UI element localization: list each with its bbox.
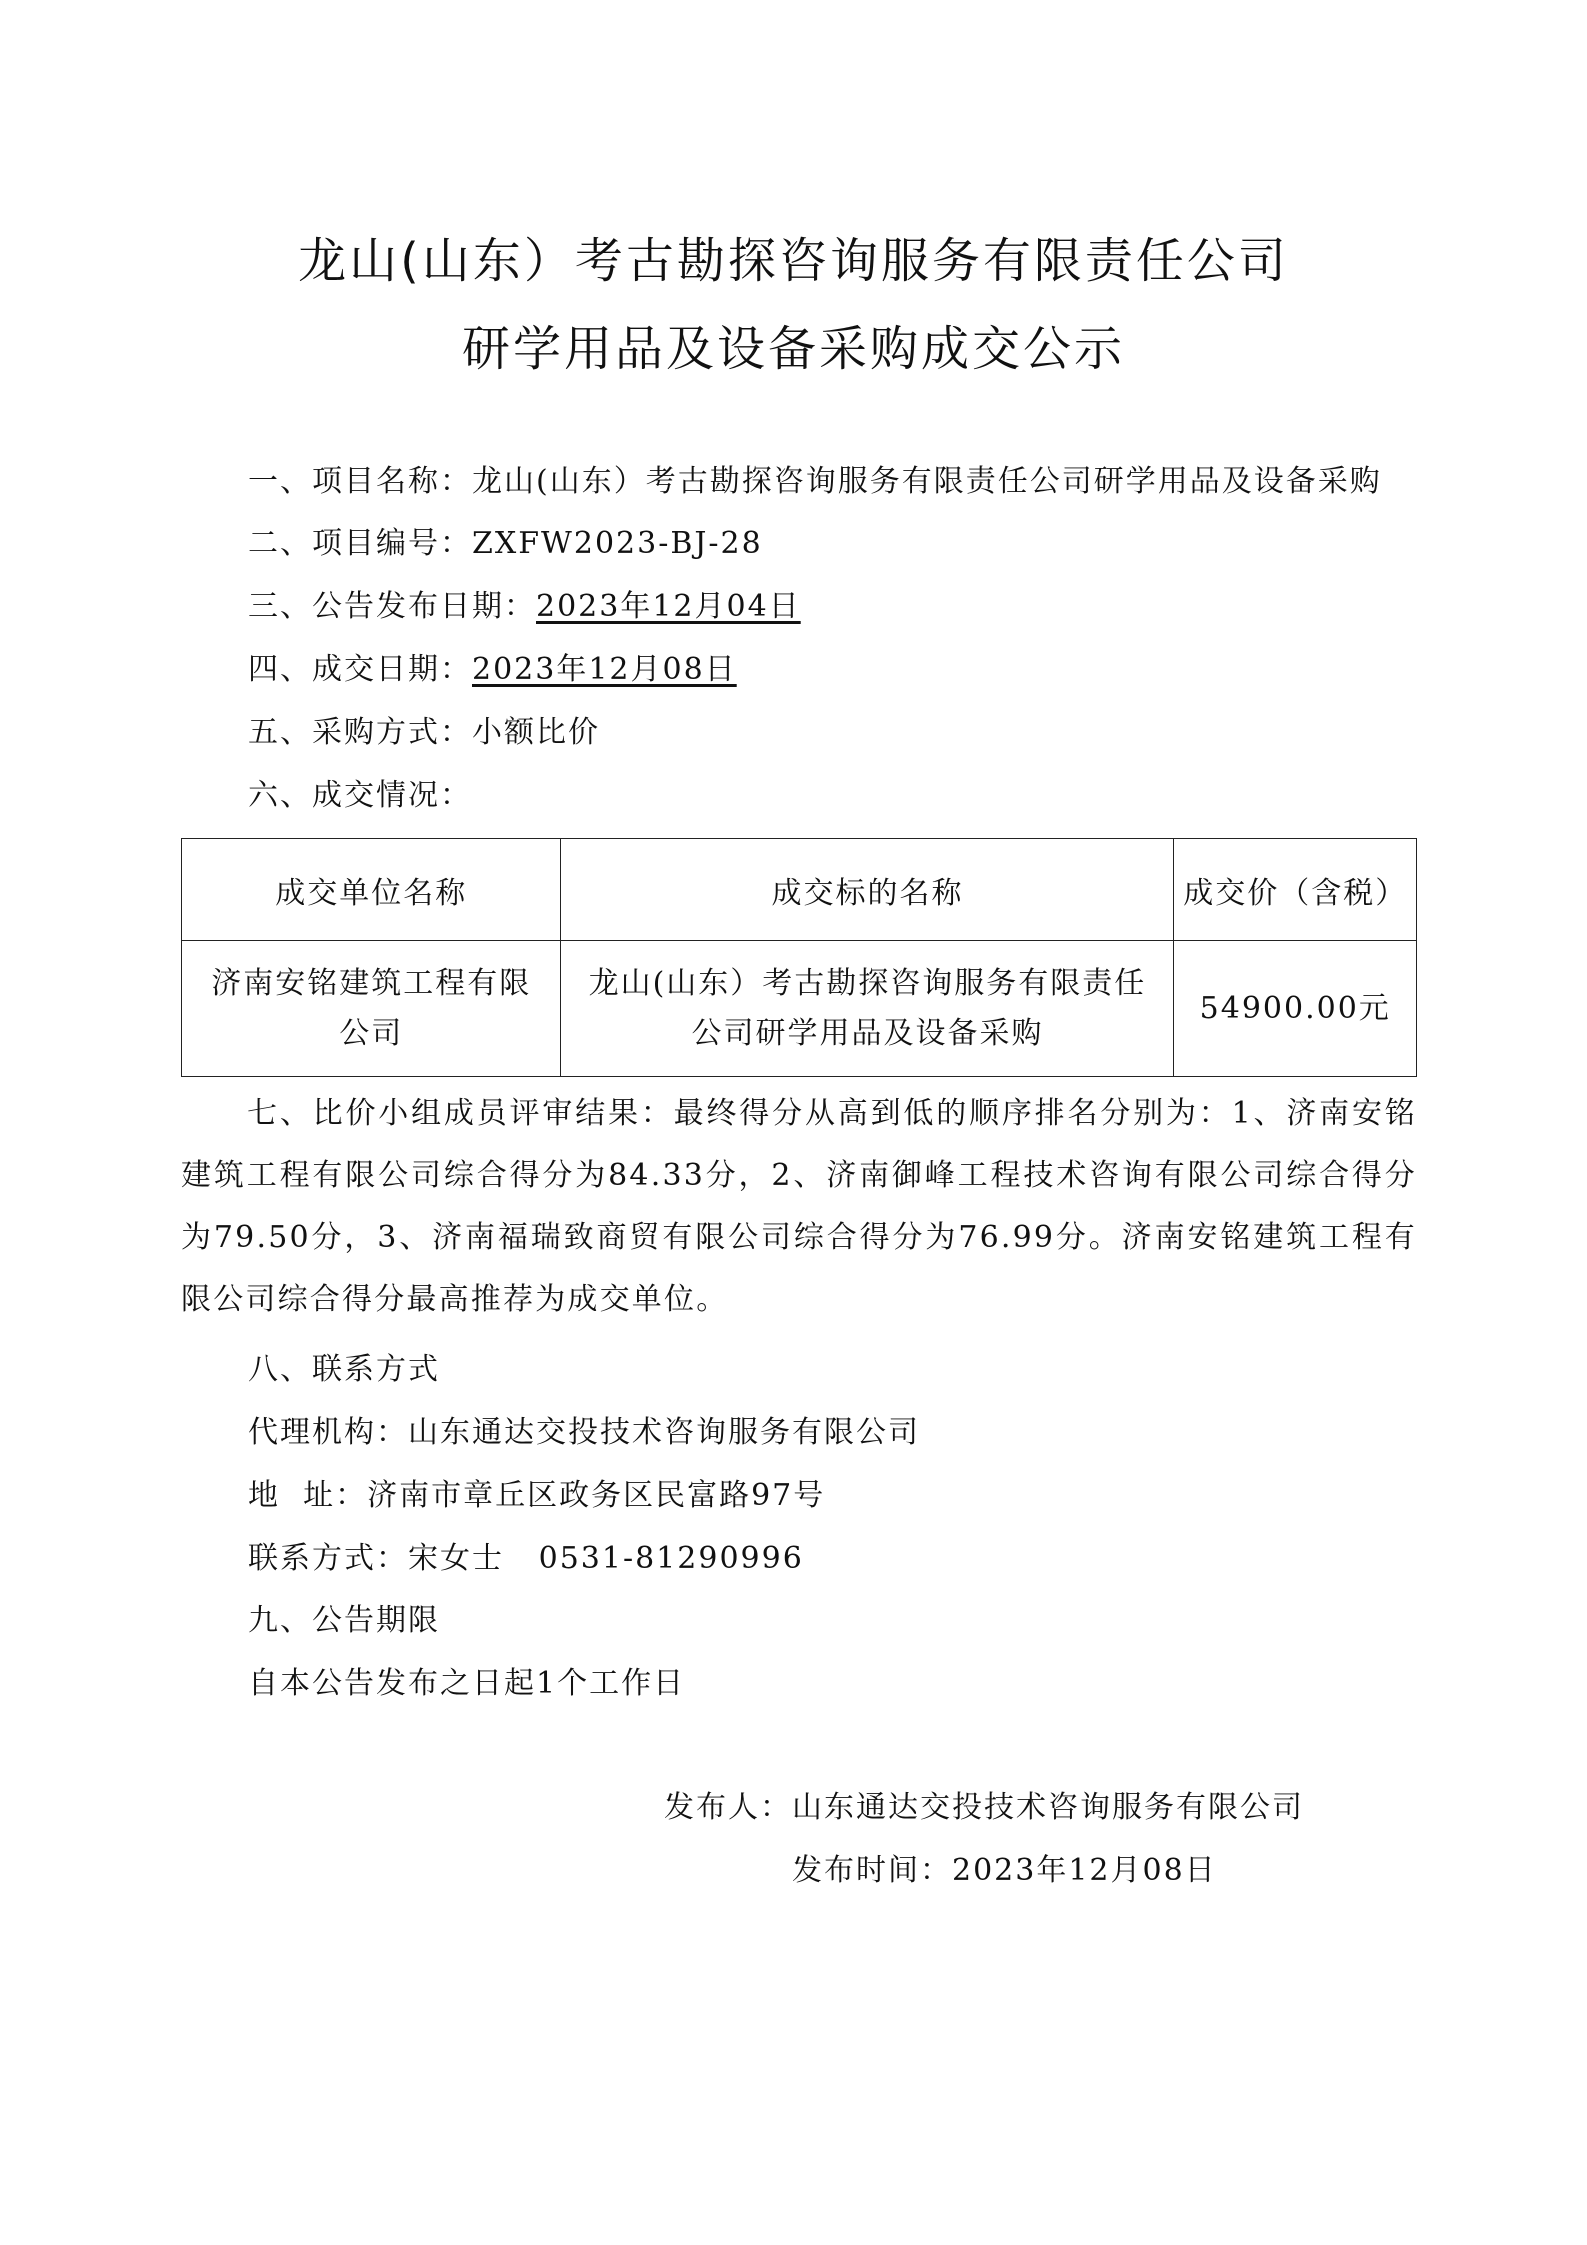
deal-date-value: 2023年12月08日	[472, 652, 737, 687]
footer-publish-time: 发布时间：2023年12月08日	[792, 1853, 1217, 1888]
publish-date-value: 2023年12月04日	[536, 589, 801, 624]
cell-deal-price: 54900.00元	[1174, 941, 1417, 1077]
header-deal-subject: 成交标的名称	[561, 839, 1174, 941]
footer-publisher: 发布人：山东通达交投技术咨询服务有限公司	[664, 1790, 1304, 1825]
contact-heading: 八、联系方式	[248, 1352, 440, 1387]
item-deal-situation: 六、成交情况：	[248, 778, 472, 813]
table-row	[182, 941, 1417, 1077]
review-result-paragraph: 七、比价小组成员评审结果：最终得分从高到低的顺序排名分别为：1、济南安铭建筑工程有限公司综合得分为84.33分，2、济南御峰工程技术咨询有限公司综合得分为79.50分，3、济南福瑞致商贸有限公司综合得分为76.99分。济南安铭建筑工程有限公司综合得分最高推荐为成交单位。	[181, 1096, 1417, 1317]
project-name-label: 一、项目名称：	[248, 464, 472, 499]
method-label: 五、采购方式：	[248, 715, 472, 750]
document-title-line-2: 研学用品及设备采购成交公示	[461, 321, 1125, 377]
project-name-value: 龙山(山东）考古勘探咨询服务有限责任公司研学用品及设备采购	[472, 464, 1382, 499]
period-text: 自本公告发布之日起1个工作日	[248, 1666, 686, 1701]
method-value: 小额比价	[472, 715, 600, 750]
item-project-number	[248, 518, 763, 562]
contact-address: 地 址：济南市章丘区政务区民富路97号	[248, 1478, 826, 1513]
deal-date-label: 四、成交日期：	[248, 652, 472, 687]
project-number-value: ZXFW2023-BJ-28	[472, 526, 763, 561]
item-publish-date	[248, 581, 801, 625]
header-deal-unit: 成交单位名称	[182, 839, 561, 941]
period-heading: 九、公告期限	[248, 1603, 440, 1638]
document-title-line-1: 龙山(山东）考古勘探咨询服务有限责任公司	[298, 233, 1289, 289]
item-deal-date	[248, 644, 737, 688]
item-procurement-method	[248, 707, 600, 751]
item-project-name	[248, 456, 1382, 500]
contact-agency: 代理机构：山东通达交投技术咨询服务有限公司	[248, 1415, 920, 1450]
table-header-row	[182, 839, 1417, 941]
header-deal-price: 成交价（含税）	[1174, 839, 1417, 941]
contact-phone: 联系方式：宋女士 0531-81290996	[248, 1541, 804, 1576]
deal-table	[181, 838, 1417, 1077]
cell-deal-subject: 龙山(山东）考古勘探咨询服务有限责任公司研学用品及设备采购	[561, 941, 1174, 1077]
project-number-label: 二、项目编号：	[248, 526, 472, 561]
publish-date-label: 三、公告发布日期：	[248, 589, 536, 624]
cell-deal-unit: 济南安铭建筑工程有限公司	[182, 941, 561, 1077]
